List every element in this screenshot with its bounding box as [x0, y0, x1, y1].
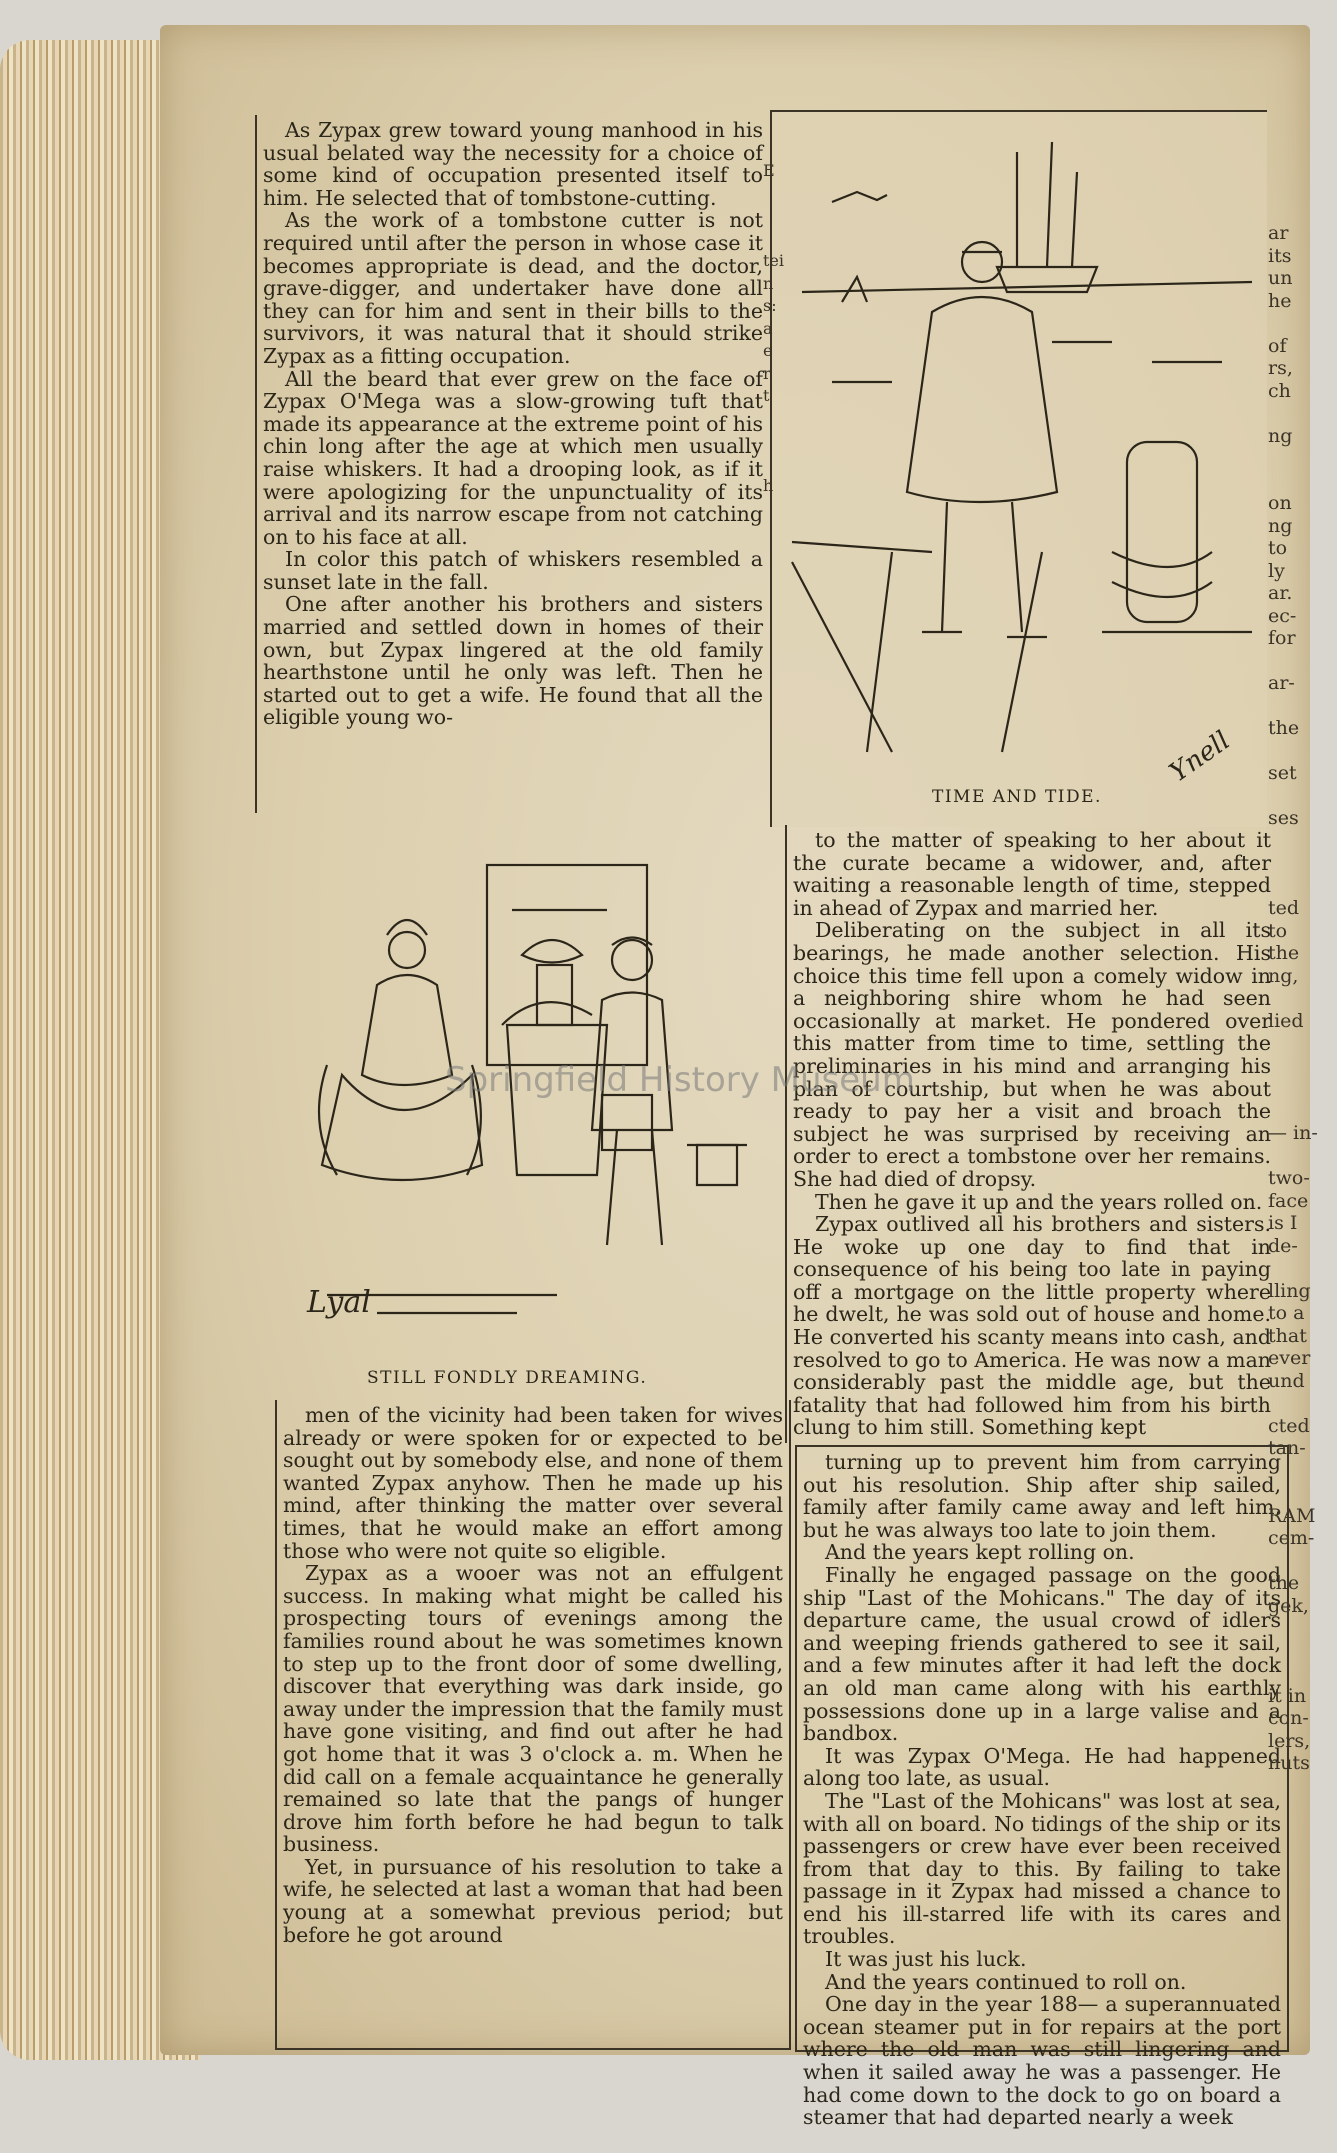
edge-fragment: the — [1268, 717, 1300, 739]
edge-fragment: is I — [1268, 1212, 1298, 1234]
edge-fragment: cem- — [1268, 1527, 1315, 1549]
edge-fragment: the — [1268, 942, 1300, 964]
edge-fragment: lers, — [1268, 1729, 1311, 1752]
edge-fragment: it in — [1268, 1684, 1307, 1707]
edge-fragment: tei — [763, 251, 785, 270]
right-mid-text — [793, 829, 1271, 1439]
edge-fragment: he — [1268, 289, 1292, 312]
edge-fragment: und — [1268, 1369, 1305, 1392]
watermark: Springfield History Museum — [445, 1060, 915, 1100]
edge-fragment — [1268, 987, 1318, 1010]
edge-fragment — [1268, 1460, 1318, 1483]
clipping-left-top — [255, 115, 769, 813]
edge-fragment — [1268, 1032, 1318, 1055]
edge-fragment — [1268, 695, 1318, 718]
paragraph: It was just his luck. — [825, 1947, 1027, 1972]
edge-fragment: — in- — [1268, 1122, 1318, 1144]
paragraph: One day in the year 188— a superannuated ocean steamer put in for repairs at the port where the old man was still lingering and when it sailed away he was a passenger. He had come down to the dock to go on board a steamer that had departed nearly a week — [803, 1992, 1281, 2130]
edge-fragment: cted — [1268, 1414, 1310, 1437]
edge-fragment: two- — [1268, 1167, 1310, 1189]
edge-fragment — [1268, 1617, 1318, 1640]
left-top-text — [263, 119, 763, 729]
paragraph: In color this patch of whiskers resembled a sunset late in the fall. — [263, 547, 763, 594]
clipping-right-mid — [785, 825, 1277, 1443]
middle-edge-fragments — [763, 160, 784, 498]
edge-fragment: nuts — [1268, 1752, 1310, 1774]
paragraph: All the beard that ever grew on the face of Zypax O'Mega was a slow-growing tuft that made its appearance at the extreme point of his chin long after the age at which men usually raise whiskers. It had a drooping look, as if it were apologizing for the unpunctuality of its arrival and its narrow escape from not catching on to his face at all. — [263, 366, 763, 549]
edge-fragment: e — [763, 341, 773, 360]
edge-fragment: tan- — [1268, 1437, 1306, 1459]
edge-fragment — [1268, 1055, 1318, 1078]
edge-fragment — [1268, 875, 1318, 898]
edge-fragment: a — [763, 318, 773, 338]
paragraph: And the years kept rolling on. — [825, 1540, 1135, 1565]
edge-fragment: lied — [1268, 1009, 1304, 1032]
edge-fragment — [1268, 1392, 1318, 1415]
signature-top: Ynell — [1164, 725, 1236, 789]
edge-fragment: ever — [1268, 1347, 1311, 1369]
illustration-still-fondly-dreaming — [257, 815, 767, 1400]
edge-fragment: RAM — [1268, 1504, 1316, 1527]
edge-fragment — [1268, 1550, 1318, 1573]
edge-fragment: ted — [1268, 897, 1300, 919]
paragraph: to the matter of speaking to her about it the curate became a widower, and, after waiting a reasonable length of time, stepped in ahead of Zypax and married her. — [793, 828, 1271, 920]
edge-fragment: ar- — [1268, 672, 1295, 694]
edge-fragment: face — [1268, 1189, 1309, 1212]
edge-fragment: to — [1268, 537, 1288, 559]
paragraph: turning up to prevent him from carrying out his resolution. Ship after ship sailed, family after family came away and left him, but he was always too late to join them. — [803, 1450, 1281, 1542]
edge-fragment: on — [1268, 492, 1292, 514]
edge-fragment: ng — [1268, 514, 1293, 537]
edge-fragment: to a — [1268, 1302, 1305, 1324]
paragraph: Zypax as a wooer was not an effulgent success. In making what might be called his prospecting tours of evenings among the families round about he was sometimes known to step up to the front door of some dwelling, discover that everything was dark inside, go away under the impression that the family must have gone visiting, and find out after he had got home that it was 3 o'clock a. m. When he did call on a female acquaintance he generally remained so late that the pangs of hunger drove him forth before he had begun to talk business. — [283, 1561, 783, 1857]
edge-fragment — [763, 228, 784, 251]
edge-fragment — [1268, 447, 1318, 470]
edge-fragment — [1268, 830, 1318, 853]
edge-fragment: s: — [763, 296, 777, 315]
illustration-time-and-tide — [770, 110, 1267, 827]
edge-fragment — [1268, 1077, 1318, 1100]
edge-fragment — [763, 408, 784, 431]
edge-fragment — [763, 453, 784, 476]
edge-fragment: the — [1268, 1572, 1300, 1594]
right-edge-fragments — [1268, 222, 1318, 1775]
edge-fragment: set — [1268, 762, 1297, 784]
edge-fragment: that — [1268, 1324, 1307, 1347]
edge-fragment: t — [763, 386, 770, 405]
paragraph: As Zypax grew toward young manhood in his usual belated way the necessity for a choice of some kind of occupation presented itself to him. He selected that of tombstone-cutting. — [263, 118, 763, 210]
edge-fragment: rs, — [1268, 357, 1293, 379]
edge-fragment: ly — [1268, 559, 1285, 582]
clipping-left-bottom — [275, 1400, 791, 2050]
edge-fragment: gek, — [1268, 1594, 1309, 1617]
edge-fragment: to — [1268, 919, 1288, 942]
edge-fragment: of — [1268, 334, 1287, 357]
edge-fragment — [1268, 740, 1318, 763]
edge-fragment: ar — [1268, 222, 1289, 244]
edge-fragment: ng — [1268, 424, 1293, 447]
paragraph: Yet, in pursuance of his resolution to take a wife, he selected at last a woman that had been young at a somewhat previous period; but before he got around — [283, 1854, 783, 1947]
paragraph: The "Last of the Mohicans" was lost at sea, with all on board. No tidings of the ship or its passengers or crew have ever been received from that day to this. By failing to take passage in it Zypax had missed a chance to end his ill-starred life with its cares and troubles. — [803, 1788, 1281, 1949]
edge-fragment — [1268, 1640, 1318, 1663]
clipping-right-bottom — [795, 1445, 1289, 2130]
edge-fragment — [1268, 1482, 1318, 1505]
caption-still-fondly-dreaming: STILL FONDLY DREAMING. — [367, 1368, 648, 1388]
paragraph: men of the vicinity had been taken for wives already or were spoken for or expected to be sought out by somebody else, and none of them wanted Zypax anyhow. Then he made up his mind, after thinking the matter over several times, that he would make an effort among those who were not quite so eligible. — [283, 1403, 783, 1563]
edge-fragment: ch — [1268, 379, 1291, 402]
edge-fragment — [1268, 1100, 1318, 1123]
edge-fragment — [763, 183, 784, 206]
edge-fragment: de- — [1268, 1234, 1298, 1257]
edge-fragment: con- — [1268, 1707, 1309, 1729]
caption-time-and-tide: TIME AND TIDE. — [932, 787, 1102, 807]
edge-fragment — [1268, 650, 1318, 673]
edge-fragment: r — [763, 363, 771, 383]
edge-fragment — [1268, 1145, 1318, 1168]
edge-fragment: h — [763, 476, 774, 495]
paragraph: It was Zypax O'Mega. He had happened along too late, as usual. — [803, 1743, 1281, 1791]
time-and-tide-drawing — [772, 112, 1267, 827]
edge-fragment: ses — [1268, 807, 1299, 829]
paragraph: And the years continued to roll on. — [825, 1969, 1187, 1994]
edge-fragment — [763, 430, 784, 453]
edge-fragment: ng, — [1268, 964, 1299, 987]
left-bottom-text — [283, 1404, 783, 1946]
edge-fragment — [1268, 470, 1318, 493]
edge-fragment — [1268, 852, 1318, 875]
edge-fragment — [1268, 402, 1318, 425]
edge-fragment — [1268, 1257, 1318, 1280]
paragraph: Finally he engaged passage on the good ship "Last of the Mohicans." The day of its departure came, the usual crowd of idlers and weeping friends gathered to see it sail, and a few minutes after it had left the dock an old man came along with his earthly possessions done up in a large valise and a bandbox. — [803, 1562, 1281, 1746]
right-bottom-text — [803, 1451, 1281, 2129]
edge-fragment: un — [1268, 267, 1293, 289]
edge-fragment — [1268, 785, 1318, 808]
edge-fragment — [1268, 312, 1318, 335]
edge-fragment — [763, 205, 784, 228]
signature-bottom: Lyal — [307, 1285, 371, 1320]
paragraph: Deliberating on the subject in all its bearings, he made another selection. His choice this time fell upon a comely widow in a neighboring shire whom he had seen occasionally at market. He pondered over this matter from time to time, settling the preliminaries in his mind and arranging his plan of courtship, but when he was about ready to pay her a visit and broach the subject he was surprised by receiving an order to erect a tombstone over her remains. She had died of dropsy. — [793, 918, 1271, 1191]
edge-fragment: ar. — [1268, 582, 1293, 604]
edge-fragment: lling — [1268, 1279, 1311, 1302]
paragraph: Zypax outlived all his brothers and sisters. He woke up one day to find that in consequence of his being too late in paying off a mortgage on the little property where he dwelt, he was sold out of house and home. He converted his scanty means into cash, and resolved to go to America. He was now a man considerably past the middle age, but the fatality that had followed him from his birth clung to him still. Something kept — [793, 1212, 1271, 1440]
edge-fragment: ec- — [1268, 604, 1297, 627]
edge-fragment: E — [763, 161, 775, 180]
edge-fragment — [1268, 1662, 1318, 1685]
edge-fragment: for — [1268, 627, 1296, 649]
edge-fragment: n — [763, 273, 774, 293]
paragraph: As the work of a tombstone cutter is not required until after the person in whose case it becomes appropriate is dead, and the doctor, grave-digger, and undertaker have done all they can for him and sent in their bills to the survivors, it was natural that it should strike Zypax as a fitting occupation. — [263, 208, 763, 368]
paragraph: Then he gave it up and the years rolled on. — [815, 1189, 1263, 1214]
edge-fragment: its — [1268, 244, 1292, 267]
paragraph: One after another his brothers and sisters married and settled down in homes of their own, but Zypax lingered at the old family hearthstone until he only was left. Then he started out to get a wife. He found that all the eligible young wo- — [263, 592, 763, 730]
